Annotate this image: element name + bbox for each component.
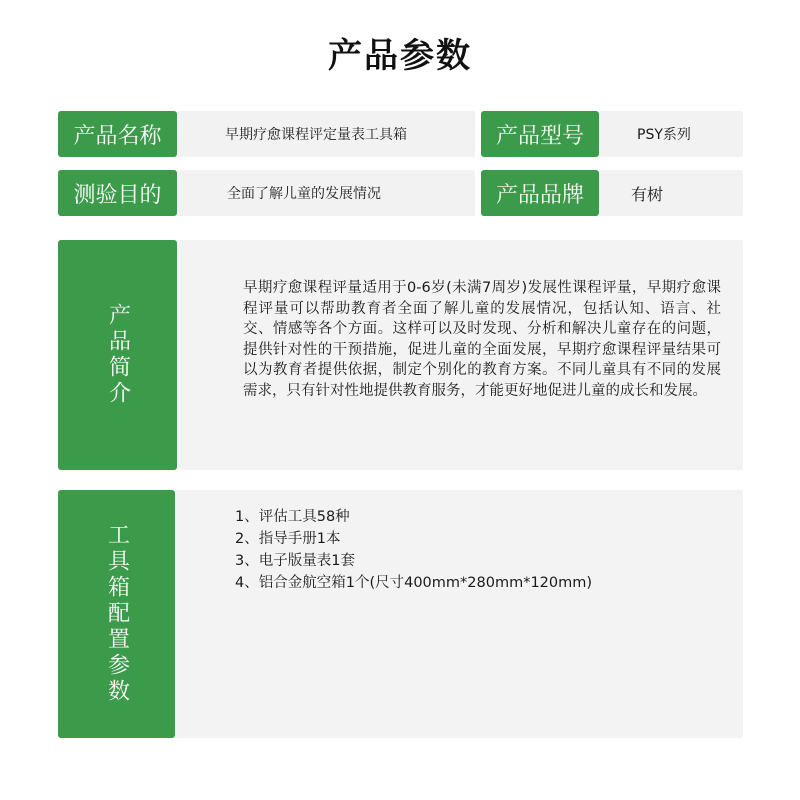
intro-panel <box>177 240 743 470</box>
list-item: 3、电子版量表1套 <box>235 553 355 569</box>
config-list <box>235 506 592 594</box>
config-label-panel <box>58 490 175 738</box>
test-purpose-label: 测验目的 <box>58 170 177 216</box>
product-model-value: PSY系列 <box>599 111 743 157</box>
config-label: 工具箱配置参数 <box>104 523 130 705</box>
product-brand-value: 有树 <box>599 170 743 216</box>
config-panel <box>175 490 743 738</box>
intro-label: 产品简介 <box>105 303 131 407</box>
product-name-value: 早期疗愈课程评定量表工具箱 <box>177 111 475 157</box>
product-name-label: 产品名称 <box>58 111 177 157</box>
list-item: 4、铝合金航空箱1个(尺寸400mm*280mm*120mm) <box>235 575 593 591</box>
page-title: 产品参数 <box>328 36 472 76</box>
test-purpose-value: 全面了解儿童的发展情况 <box>177 170 475 216</box>
product-model-label: 产品型号 <box>481 111 599 157</box>
product-brand-label: 产品品牌 <box>481 170 599 216</box>
list-item: 2、指导手册1本 <box>235 531 341 547</box>
intro-text: 早期疗愈课程评量适用于0-6岁(未满7周岁)发展性课程评量，早期疗愈课程评量可以帮助教育者全面了解儿童的发展情况，包括认知、语言、社交、情感等各个方面。这样可以及时发现、分析和解决儿童存在的问题，提供针对性的干预措施，促进儿童的全面发展，早期疗愈课程评量结果可以为教育者提供依据，制定个别化的教育方案。不同儿童具有不同的发展需求，只有针对性地提供教育服务，才能更好地促进儿童的成长和发展。 <box>243 280 721 399</box>
list-item: 1、评估工具58种 <box>235 509 350 525</box>
intro-label-panel <box>58 240 177 470</box>
